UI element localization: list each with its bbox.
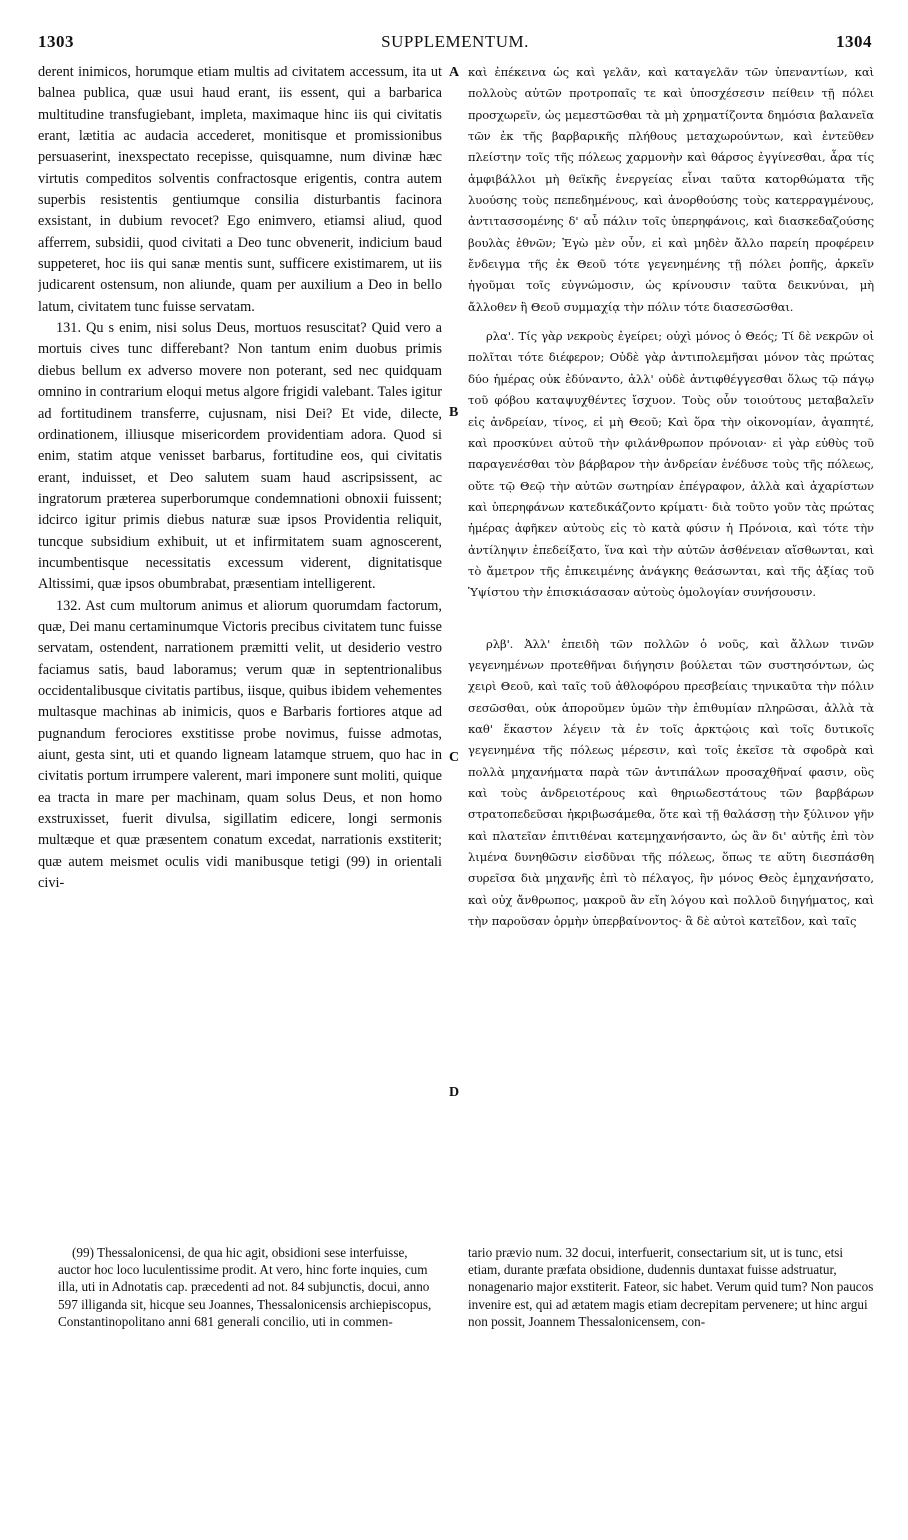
greek-paragraph-131: ρλα'. Τίς γὰρ νεκροὺς ἐγείρει; οὐχὶ μόνος ὁ Θεός; Τί δὲ νεκρῶν οἱ πολῖται τότε διέφερον; Οὐδὲ γὰρ ἀντιπολεμῆσαι μόνον τὰς πρώτας δύο ἡμέρας οὐκ ἐδύναντο, ἀλλ' οὐδὲ ἀντιφθέγγεσθαι ὅλως τῷ πάγῳ τοῦ φόβου καταψυχθέντες ἴσχυον. Τοὺς οὖν τοιούτους μεταβαλεῖν εἰς ἀνδρείαν, τίνος, εἰ μὴ Θεοῦ; Καὶ ὅρα τὴν οἰκονομίαν, ἀγαπητέ, καὶ προσκύνει αὐτοῦ τὴν φιλάνθρωπον πρόνοιαν· εἰ γὰρ εὐθὺς τοῦ παραγενέσθαι τὸν βάρβαρον τὴν ἀνδρείαν ἐνέδυσε τοὺς τῆς πόλεως, οὔτε τῷ Θεῷ τὴν αὐτῶν σωτηρίαν ἐπέγραφον, ἀλλὰ καὶ ἀχαρίστων καὶ ὑπερηφάνων κατεδικάζοντο κρίματι· διὰ τοῦτο γοῦν τὰς πρώτας ἡμέρας ἀφῆκεν αὐτοὺς εἰς τὸ κατὰ φύσιν ἡ Πρόνοια, καὶ τότε τὴν ἀντίληψιν ἐπεδείξατο, ἵνα καὶ τὴν αὐτῶν ἀσθένειαν αἴσθωνται, καὶ τὸ ἄμετρον τῆς ἐπικειμένης ἀνάγκης θεάσωνται, καὶ τῆς ἀξίας τοῦ Ὑψίστου τὴν ἐπισκιάσασαν αὐτοὺς ὁμολογίαν συνήσουσιν.	[468, 329, 874, 600]
margin-marker-c: C	[449, 750, 460, 765]
latin-paragraph-130: derent inimicos, horumque etiam multis ad civitatem accessum, ita ut balnea publica, quæ usui haud erant, iis essent, qui a barbarica multitudine transfugiebant, impleta, maximaque hinc iis qui civitatis erant, lætitia ac audacia accederet, monitisque et promissionibus persuaserint, inexspectato recepisse, quisquamne, num divinæ hæc virtutis compeditos solventis confractosque erigentis, contra autem superbis resistentis gentiumque consilia disturbantis facinora exsistant, in dubium revocet? Ego enimvero, etiamsi aliud, quod afferrem, subsidii, quod civitati a Deo tunc obvenerit, indicium baud suppeteret, hoc iis qui sanæ mentis sunt, sufficere existimarem, ut iis judicarent ostensum, non aliunde, quam per auxilium a Deo in bello latum, civitatem tunc fuisse servatam.	[38, 64, 442, 315]
latin-paragraph-131: 131. Qu s enim, nisi solus Deus, mortuos resuscitat? Quid vero a mortuis cives tunc differebant? Non tantum enim duobus primis diebus bellum ex adverso movere non poterant, sed nec quidquam omnino in contrarium eloqui metus algore frigidi valebant. Tales igitur ad fortitudinem transferre, cujusnam, nisi Dei? Et vide, dilecte, ordinationem, illiusque misericordem providentiam adora. Quod si enim, statim atque venisset barbarus, fortitudine eos, qui civitatis erant, induisset, et Deo salutem suam haud ascripsissent, ac ingratorum præterea superborumque condemnationi obnoxii fuissent; idcirco igitur primis diebus naturæ suæ ipsos Providentia reliquit, tuncque subsidium exhibuit, ut et infirmitatem suam agnoscerent, incumbentisque necessitatis excessum viderent, dignitatisque Altissimi, quæ ipsos obumbrabat, præsentiam intelligerent.	[38, 320, 442, 593]
right-page-number: 1304	[836, 32, 872, 51]
margin-marker-d: D	[449, 1085, 460, 1100]
margin-marker-b: B	[449, 405, 459, 420]
latin-column	[38, 62, 442, 1230]
margin-marker-a: A	[449, 65, 460, 80]
left-page-number: 1303	[38, 32, 74, 51]
greek-paragraph-132: ρλβ'. Ἀλλ' ἐπειδὴ τῶν πολλῶν ὁ νοῦς, καὶ ἄλλων τινῶν γεγενημένων προτεθῆναι διήγησιν βούλεται τῶν συστησόντων, ὡς χειρὶ Θεοῦ, καὶ ταῖς τοῦ ἀθλοφόρου πρεσβείαις τηνικαῦτα τὴν πόλιν σεσῶσθαι, οὐκ ἀποροῦμεν ὑμῶν τὴν ἐπιθυμίαν πληρῶσαι, ἀλλὰ τὰ καθ' ἕκαστον λέγειν τὰ ἐν τοῖς ἀρκτῴοις καὶ τοῖς δυτικοῖς γεγενημένα τῆς πόλεως μέρεσιν, καὶ τοῖς ἐκεῖσε τὰ σφοδρὰ καὶ πολλὰ μηχανήματα παρὰ τῶν ἀντιπάλων προσαχθῆναί φασιν, οὓς καὶ τοὺς ἀνδρειοτέρους καὶ θηριωδεστάτους τῶν βαρβάρων στρατοπεδεῦσαι ἠκριβωσάμεθα, ὅτε καὶ τῇ θαλάσσῃ τὴν ξύλινον γῆν καὶ πλατεῖαν ἐπιτιθέναι κατεμηχανήσαντο, ὡς ἂν δι' αὐτῆς ἐπὶ τὸν λιμένα δυνηθῶσιν εἰσδῦναι τῆς πόλεως, ὅπως τε αὕτη διεσπάσθη συρεῖσα διὰ μηχανῆς ἐπὶ τὸ πέλαγος, ἣν μόνος Θεὸς ἐμηχανήσατο, καὶ οὐχ ἄνθρωπος, μακροῦ ἂν εἴη λόγου καὶ πολλοῦ διηγήματος, καὶ τὴν παροῦσαν ὁρμὴν ὑπερβαίνοντος· ἃ δὲ αὐτοὶ κατεῖδον, καὶ ταῖς	[468, 636, 874, 929]
running-title: SUPPLEMENTUM.	[381, 32, 529, 51]
greek-column	[468, 62, 874, 1230]
greek-paragraph-130: καὶ ἐπέκεινα ὡς καὶ γελᾶν, καὶ καταγελᾶν τῶν ὑπεναντίων, καὶ πολλοὺς αὐτῶν προτροπαῖς τε καὶ ὑποσχέσεσιν πείθειν τῇ πόλει προσχωρεῖν, ὡς μεμεστῶσθαι τὰ μὴ χρηματίζοντα δημόσια βαλανεῖα τῶν ἐκ τῆς βαρβαρικῆς πλήθους μεταχωρούντων, καὶ ἐντεῦθεν πλείστην τοῖς τῆς πόλεως χαρμονὴν καὶ θάρσος ἐγγίνεσθαι, ἆρα τίς ἀμφιβάλλοι μὴ θεϊκῆς ἐνεργείας εἶναι ταῦτα κατορθώματα τῆς λυούσης τοὺς πεπεδημένους, καὶ ἀνορθούσης τοὺς κατερραγμένους, ἀντιτασσομένης δ' αὖ πάλιν τοῖς ὑπερηφάνοις, καὶ διασκεδαζούσης βουλὰς ἐθνῶν; Ἐγὼ μὲν οὖν, εἰ καὶ μηδὲν ἄλλο παρείη προφέρειν ἔνδειγμα τῆς ἐκ Θεοῦ τότε γεγενημένης τῇ πόλει ῥοπῆς, ἀρκεῖν ἡγοῦμαι τοῖς εὐγνώμοσιν, ὡς κρίνουσιν ταῦτα δεικνύναι, μὴ ἄλλοθεν ἢ Θεοῦ συμμαχίᾳ τὴν πόλιν τότε διασεσῶσθαι.	[468, 65, 874, 314]
footnote-left: (99) Thessalonicensi, de qua hic agit, obsidioni sese interfuisse, auctor hoc loco luculentissime prodit. At vero, hinc forte inquies, cum illa, uti in Adnotatis cap. præcedenti ad not. 84 subjunctis, docui, anno 597 illiganda sit, hicque seu Joannes, Thessalonicensis archiepiscopus, Constantinopolitano anni 681 generali concilio, uti in commen-	[58, 1245, 432, 1329]
footnote-right: tario prævio num. 32 docui, interfuerit, consectarium sit, ut is tunc, etsi etiam, durante præfata obsidione, dudennis duntaxat fuisse adstruatur, nonagenario major exstiterit. Fateor, sic habet. Verum quid tum? Non paucos invenire est, qui ad ætatem magis etiam decrepitam pervenere; ut hinc argui non possit, Joannem Thessalonicensem, con-	[468, 1245, 874, 1329]
latin-paragraph-132: 132. Ast cum multorum animus et aliorum quorumdam factorum, quæ, Dei manu certaminumque Victoris precibus civitatem tunc fuisse servatam, ostendent, narrationem præmitti velit, ut desiderio vestro faciamus satis, baud laboramus; verum quæ in septentrionalibus occidentalibusque civitatis partibus, iisque, quibus ibidem vehementes multasque machinas ab inimicis, quos e Barbaris fortiores atque ad pugnandum ferociores exstitisse probe novimus, fuisse admotas, aiunt, gesta sint, uti et quando ligneam latamque struem, quo hac in civitatis portum irrumpere valerent, mari imponere sunt moliti, quique ea tracta in mare per machinam, quam solus Deus, et non homo exstruxisset, fuerit divulsa, sigillatim edicere, longi sermonis multæque et quæ præsentem conatum excedat, narrationis exstiterit; quæ autem meismet oculis vidi manibusque tetigi (99) in orientali civi-	[38, 597, 442, 892]
page-header	[38, 32, 872, 56]
